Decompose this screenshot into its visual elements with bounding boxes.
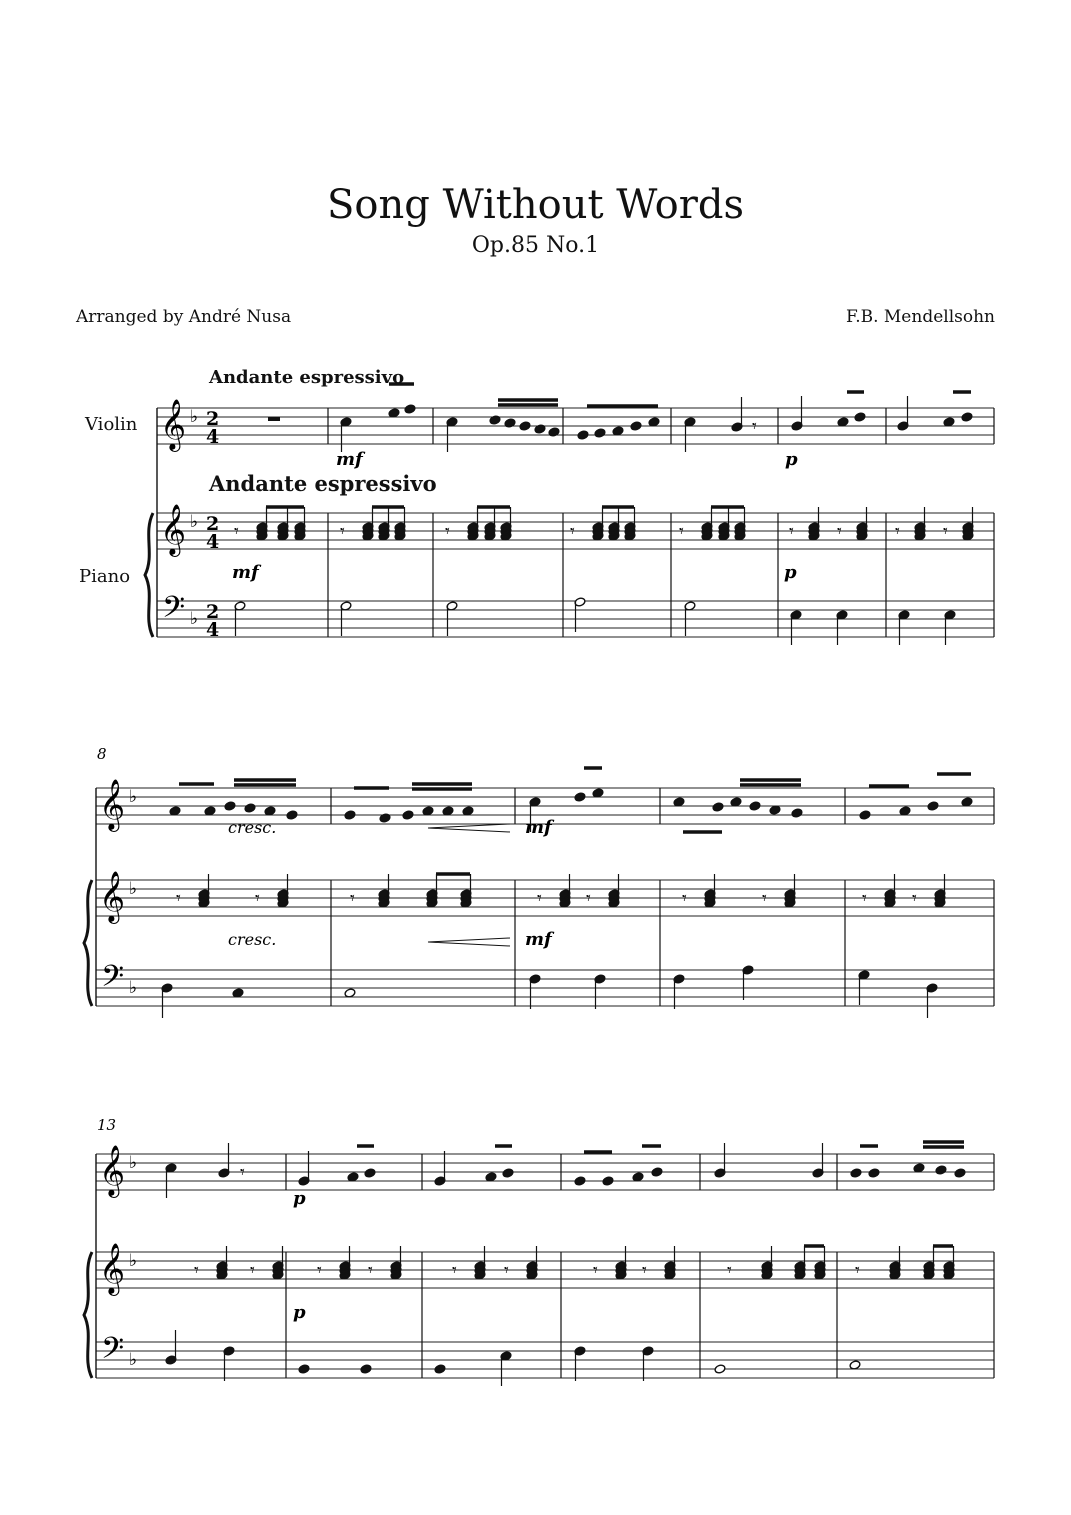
eighth-rest: 𝄾: [642, 1260, 647, 1281]
bass-clef: 𝄢: [101, 1332, 125, 1373]
notehead: [364, 1168, 376, 1178]
time-signature-top: 2: [206, 513, 220, 535]
notehead: [954, 1168, 966, 1178]
eighth-rest: 𝄾: [176, 888, 181, 909]
notehead: [577, 430, 589, 440]
time-signature-bottom: 4: [206, 619, 220, 641]
eighth-rest: 𝄾: [368, 1260, 373, 1281]
notehead: [749, 801, 761, 811]
notehead: [651, 1167, 663, 1177]
key-signature-flat: ♭: [129, 787, 138, 807]
dynamic-mf: mf: [336, 449, 363, 470]
time-signature-top: 2: [206, 408, 220, 430]
notehead: [859, 810, 871, 820]
key-signature-flat: ♭: [129, 1153, 138, 1173]
eighth-rest: 𝄾: [682, 888, 687, 909]
piano-instrument-label: Piano: [79, 566, 131, 587]
bass-clef: 𝄢: [162, 591, 186, 632]
music-notation: [99, 384, 974, 1386]
eighth-rest: 𝄾: [895, 521, 900, 542]
key-signature-flat: ♭: [129, 1251, 138, 1271]
notehead: [402, 810, 414, 820]
notehead: [850, 1168, 862, 1178]
eighth-rest: 𝄾: [250, 1260, 255, 1281]
eighth-rest: 𝄾: [350, 888, 355, 909]
notehead: [379, 813, 391, 823]
notehead: [712, 802, 724, 812]
notehead: [548, 427, 560, 437]
notehead: [519, 421, 531, 431]
eighth-rest: 𝄾: [537, 888, 542, 909]
notehead: [404, 404, 416, 414]
notehead: [630, 421, 642, 431]
eighth-rest: 𝄾: [255, 888, 260, 909]
eighth-rest: 𝄾: [445, 521, 450, 542]
treble-clef: 𝄞: [160, 399, 187, 450]
eighth-rest: 𝄾: [194, 1260, 199, 1281]
piano-brace: [145, 513, 153, 637]
notehead: [574, 792, 586, 802]
eighth-rest: 𝄾: [789, 521, 794, 542]
eighth-rest: 𝄾: [727, 1260, 732, 1281]
time-signature-top: 2: [206, 601, 220, 623]
key-signature-flat: ♭: [190, 512, 199, 532]
dynamic-p: p: [293, 1188, 306, 1209]
piano-tempo-marking: Andante espressivo: [209, 471, 437, 496]
crescendo-hairpin: [428, 938, 510, 946]
notehead: [298, 1364, 310, 1374]
notehead: [224, 801, 236, 811]
crescendo-text: cresc.: [228, 818, 277, 837]
notehead: [714, 1364, 726, 1374]
eighth-rest: 𝄾: [862, 888, 867, 909]
dynamic-p: p: [785, 449, 798, 470]
key-signature-flat: ♭: [190, 407, 199, 427]
eighth-rest: 𝄾: [570, 521, 575, 542]
composer-credit: F.B. Mendellsohn: [846, 307, 995, 327]
key-signature-flat: ♭: [129, 879, 138, 899]
eighth-rest: 𝄾: [240, 1162, 245, 1183]
notehead: [935, 1165, 947, 1175]
notehead: [854, 412, 866, 422]
notehead: [344, 810, 356, 820]
measure-number: 8: [97, 745, 107, 763]
eighth-rest: 𝄾: [762, 888, 767, 909]
notehead: [602, 1176, 614, 1186]
dynamic-p: p: [293, 1302, 306, 1323]
notehead: [594, 428, 606, 438]
eighth-rest: 𝄾: [317, 1260, 322, 1281]
crescendo-text: cresc.: [228, 930, 277, 949]
dynamic-p: p: [784, 562, 797, 583]
treble-clef: 𝄞: [160, 504, 187, 555]
time-signature-bottom: 4: [206, 426, 220, 448]
key-signature-flat: ♭: [190, 609, 199, 629]
dynamic-mf: mf: [525, 929, 552, 950]
violin-instrument-label: Violin: [85, 414, 138, 435]
eighth-rest: 𝄾: [752, 416, 757, 437]
treble-clef: 𝄞: [99, 779, 126, 830]
treble-clef: 𝄞: [99, 1145, 126, 1196]
eighth-rest: 𝄾: [855, 1260, 860, 1281]
violin-tempo-marking: Andante espressivo: [209, 367, 405, 388]
notehead: [574, 1176, 586, 1186]
notehead: [927, 801, 939, 811]
arranger-credit: Arranged by André Nusa: [76, 307, 292, 327]
notehead: [791, 808, 803, 818]
dynamic-mf: mf: [525, 817, 552, 838]
key-signature-flat: ♭: [129, 978, 138, 998]
eighth-rest: 𝄾: [340, 521, 345, 542]
eighth-rest: 𝄾: [504, 1260, 509, 1281]
page-subtitle: Op.85 No.1: [471, 233, 600, 258]
piano-brace: [84, 880, 92, 1006]
score-text-marks: [97, 408, 798, 1323]
treble-clef: 𝄞: [99, 871, 126, 922]
notehead: [504, 418, 516, 428]
eighth-rest: 𝄾: [943, 521, 948, 542]
eighth-rest: 𝄾: [912, 888, 917, 909]
bass-clef: 𝄢: [101, 960, 125, 1001]
notehead: [434, 1364, 446, 1374]
whole-rest: [268, 417, 280, 421]
eighth-rest: 𝄾: [586, 888, 591, 909]
eighth-rest: 𝄾: [593, 1260, 598, 1281]
eighth-rest: 𝄾: [837, 521, 842, 542]
treble-clef: 𝄞: [99, 1243, 126, 1294]
measure-number: 13: [97, 1116, 117, 1134]
notehead: [868, 1168, 880, 1178]
time-signature-bottom: 4: [206, 531, 220, 553]
eighth-rest: 𝄾: [679, 521, 684, 542]
eighth-rest: 𝄾: [234, 521, 239, 542]
dynamic-mf: mf: [232, 562, 259, 583]
notehead: [961, 412, 973, 422]
notehead: [489, 415, 501, 425]
notehead: [244, 803, 256, 813]
notehead: [360, 1364, 372, 1374]
page-title: Song Without Words: [327, 182, 744, 228]
crescendo-hairpin: [428, 824, 510, 832]
eighth-rest: 𝄾: [452, 1260, 457, 1281]
notehead: [534, 424, 546, 434]
notehead: [502, 1168, 514, 1178]
notehead: [286, 810, 298, 820]
piano-brace: [84, 1252, 92, 1378]
key-signature-flat: ♭: [129, 1350, 138, 1370]
